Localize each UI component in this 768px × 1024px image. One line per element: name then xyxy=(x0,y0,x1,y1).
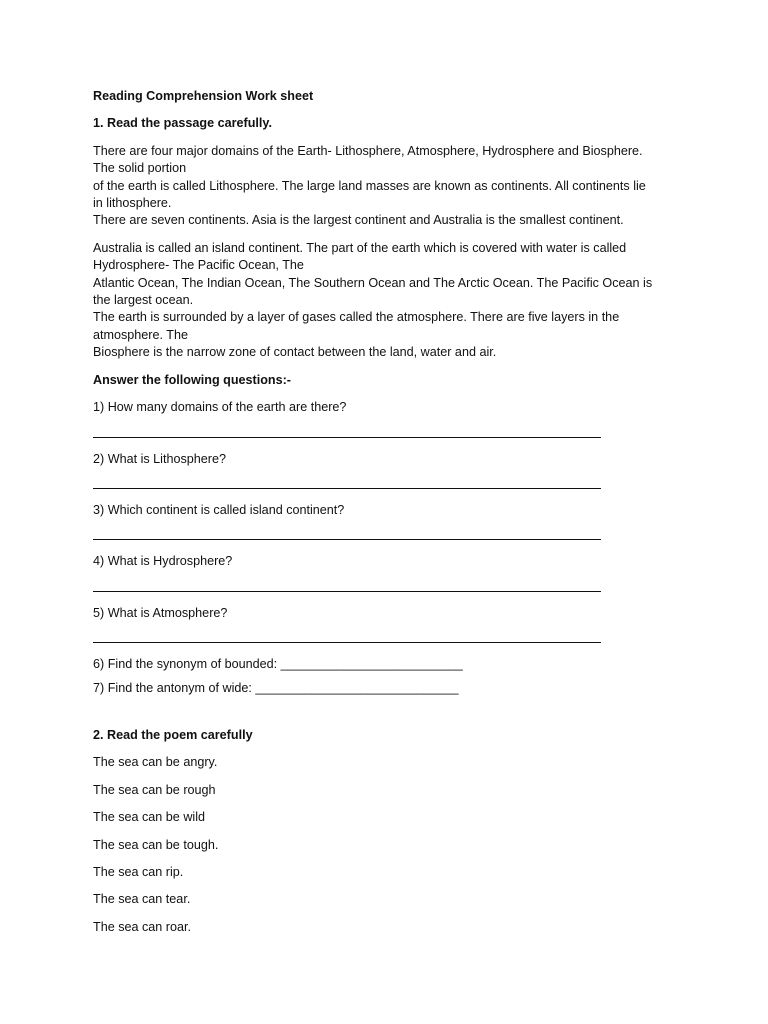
answer-line[interactable] xyxy=(93,437,601,438)
passage-paragraph-1 xyxy=(93,143,673,230)
passage-line: Atlantic Ocean, The Indian Ocean, The Southern Ocean and The Arctic Ocean. The Pacific Ocean is xyxy=(93,275,653,290)
question-6-synonym: 6) Find the synonym of bounded: __________________________ xyxy=(93,657,463,672)
poem-line: The sea can be wild xyxy=(93,810,206,825)
answer-line[interactable] xyxy=(93,642,601,643)
passage-line: Hydrosphere- The Pacific Ocean, The xyxy=(93,258,304,273)
passage-line: Biosphere is the narrow zone of contact between the land, water and air. xyxy=(93,345,497,360)
poem-line: The sea can rip. xyxy=(93,864,184,879)
question-text: 2) What is Lithosphere? xyxy=(93,451,227,466)
passage-line: of the earth is called Lithosphere. The large land masses are known as continents. All continents lie xyxy=(93,178,646,193)
passage-line: There are seven continents. Asia is the largest continent and Australia is the smallest continent. xyxy=(93,213,624,228)
questions-heading: Answer the following questions:- xyxy=(93,372,292,387)
passage-line: There are four major domains of the Earth- Lithosphere, Atmosphere, Hydrosphere and Biosphere. xyxy=(93,143,643,158)
question-text: 1) How many domains of the earth are there? xyxy=(93,400,347,415)
question-3 xyxy=(93,502,673,540)
passage-line: The earth is surrounded by a layer of gases called the atmosphere. There are five layers in the xyxy=(93,310,620,325)
poem-line: The sea can roar. xyxy=(93,919,192,934)
answer-line[interactable] xyxy=(93,539,601,540)
poem-line: The sea can be rough xyxy=(93,782,216,797)
section-1-heading: 1. Read the passage carefully. xyxy=(93,116,272,131)
question-1 xyxy=(93,399,673,437)
poem xyxy=(93,754,673,936)
question-text: 4) What is Hydrosphere? xyxy=(93,554,233,569)
answer-line[interactable] xyxy=(93,591,601,592)
section-2-heading: 2. Read the poem carefully xyxy=(93,727,253,742)
question-5 xyxy=(93,605,673,643)
passage-line: The solid portion xyxy=(93,161,187,176)
poem-line: The sea can tear. xyxy=(93,892,191,907)
passage-line: the largest ocean. xyxy=(93,293,194,308)
poem-line: The sea can be angry. xyxy=(93,755,218,770)
answer-line[interactable] xyxy=(93,488,601,489)
question-text: 5) What is Atmosphere? xyxy=(93,605,228,620)
question-4 xyxy=(93,553,673,591)
section-spacer xyxy=(93,703,673,727)
passage-line: in lithosphere. xyxy=(93,196,172,211)
worksheet-page xyxy=(93,88,673,946)
poem-line: The sea can be tough. xyxy=(93,837,219,852)
worksheet-title: Reading Comprehension Work sheet xyxy=(93,89,314,103)
question-7-antonym: 7) Find the antonym of wide: _____________________________ xyxy=(93,680,459,695)
question-2 xyxy=(93,451,673,489)
passage-line: atmosphere. The xyxy=(93,327,188,342)
question-text: 3) Which continent is called island continent? xyxy=(93,502,345,517)
passage-line: Australia is called an island continent. The part of the earth which is covered with water is called xyxy=(93,240,627,255)
passage-paragraph-2 xyxy=(93,240,673,362)
